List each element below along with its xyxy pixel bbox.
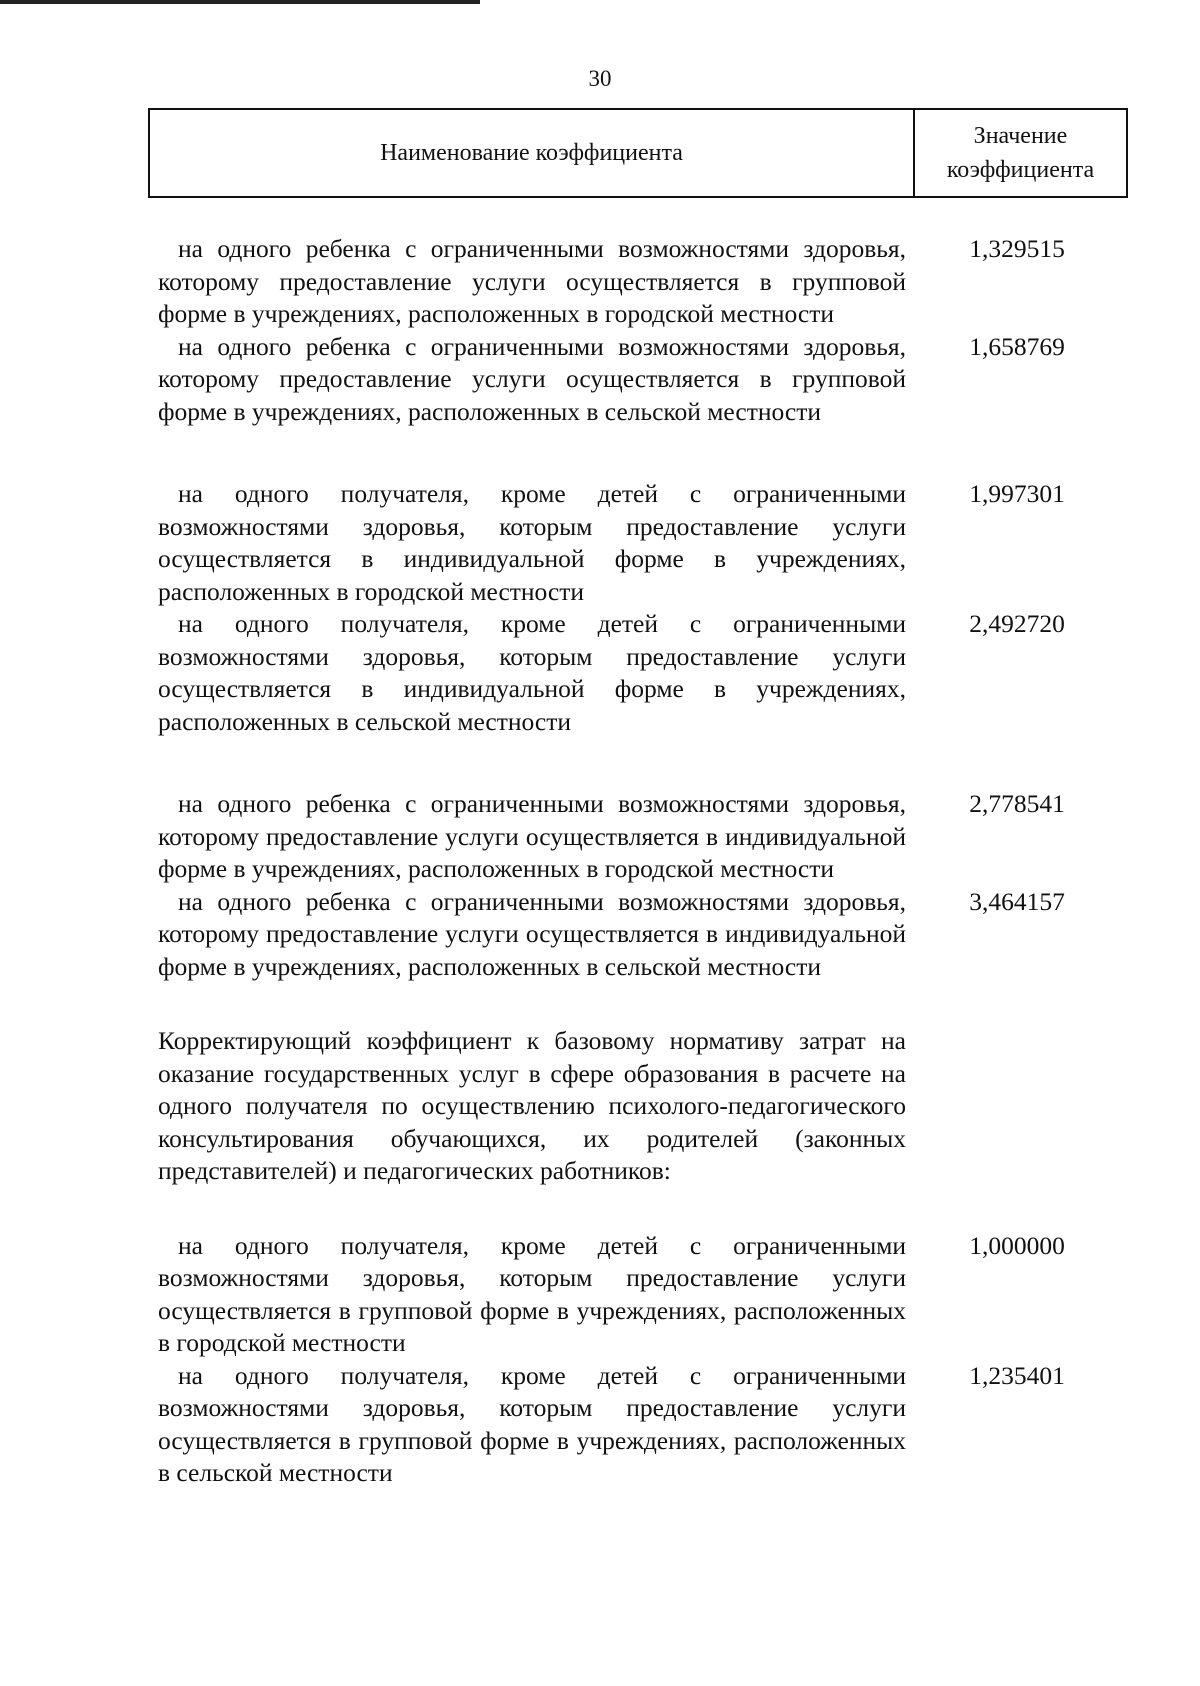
coefficient-description: на одного получателя, кроме детей с ограниченными возможностями здоровья, которым предоставление услуги осуществляется в индивидуальной форме в учреждениях, расположенных в сельской местности	[158, 609, 906, 736]
coefficient-row	[158, 608, 1128, 738]
coefficient-row	[158, 886, 1128, 984]
coefficient-value: 1,658769	[969, 331, 1065, 361]
spacer	[158, 428, 1128, 478]
coefficient-row	[158, 233, 1128, 331]
coefficient-description: на одного получателя, кроме детей с ограниченными возможностями здоровья, которым предоставление услуги осуществляется в индивидуальной форме в учреждениях, расположенных в городской местности	[158, 479, 906, 606]
coefficient-description: на одного получателя, кроме детей с ограниченными возможностями здоровья, которым предоставление услуги осуществляется в групповой форме в учреждениях, расположенных в городской местности	[158, 1230, 906, 1357]
section-heading: Корректирующий коэффициент к базовому нормативу затрат на оказание государственных услуг в сфере образования в расчете на одного получателя по осуществлению психолого-педагогического консультирования обучающихся, их родителей (законных представителей) и педагогических работников:	[158, 1026, 906, 1185]
coefficient-value: 1,235401	[969, 1360, 1065, 1390]
coefficient-value: 2,778541	[969, 789, 1065, 818]
coefficient-description: на одного ребенка с ограниченными возможностями здоровья, которому предоставление услуги осуществляется в групповой форме в учреждениях, расположенных в сельской местности	[158, 331, 906, 426]
spacer	[158, 983, 1128, 1025]
table-header	[148, 108, 1128, 198]
coefficient-value: 1,000000	[969, 1230, 1065, 1260]
coefficient-row	[158, 478, 1128, 608]
coefficient-value: 1,997301	[969, 479, 1065, 508]
header-name-column: Наименование коэффициента	[150, 110, 915, 196]
scan-edge-rule	[0, 0, 480, 4]
coefficient-row	[158, 1360, 1128, 1490]
coefficient-list	[158, 233, 1128, 1490]
coefficient-description: на одного ребенка с ограниченными возможностями здоровья, которому предоставление услуги осуществляется в индивидуальной форме в учреждениях, расположенных в сельской местности	[158, 886, 906, 981]
coefficient-value: 2,492720	[969, 609, 1065, 638]
coefficient-value: 3,464157	[969, 886, 1065, 916]
coefficient-description: на одного получателя, кроме детей с ограниченными возможностями здоровья, которым предоставление услуги осуществляется в групповой форме в учреждениях, расположенных в сельской местности	[158, 1360, 906, 1487]
coefficient-row	[158, 331, 1128, 429]
coefficient-value: 1,329515	[969, 234, 1065, 263]
coefficient-row	[158, 788, 1128, 886]
page-number: 30	[588, 66, 612, 91]
coefficient-row	[158, 1230, 1128, 1360]
coefficient-description: на одного ребенка с ограниченными возможностями здоровья, которому предоставление услуги осуществляется в групповой форме в учреждениях, расположенных в городской местности	[158, 234, 906, 328]
spacer	[158, 738, 1128, 788]
spacer	[158, 1188, 1128, 1230]
coefficient-description: на одного ребенка с ограниченными возможностями здоровья, которому предоставление услуги осуществляется в индивидуальной форме в учреждениях, расположенных в городской местности	[158, 789, 906, 883]
header-value-column: Значение коэффициента	[946, 123, 1095, 183]
